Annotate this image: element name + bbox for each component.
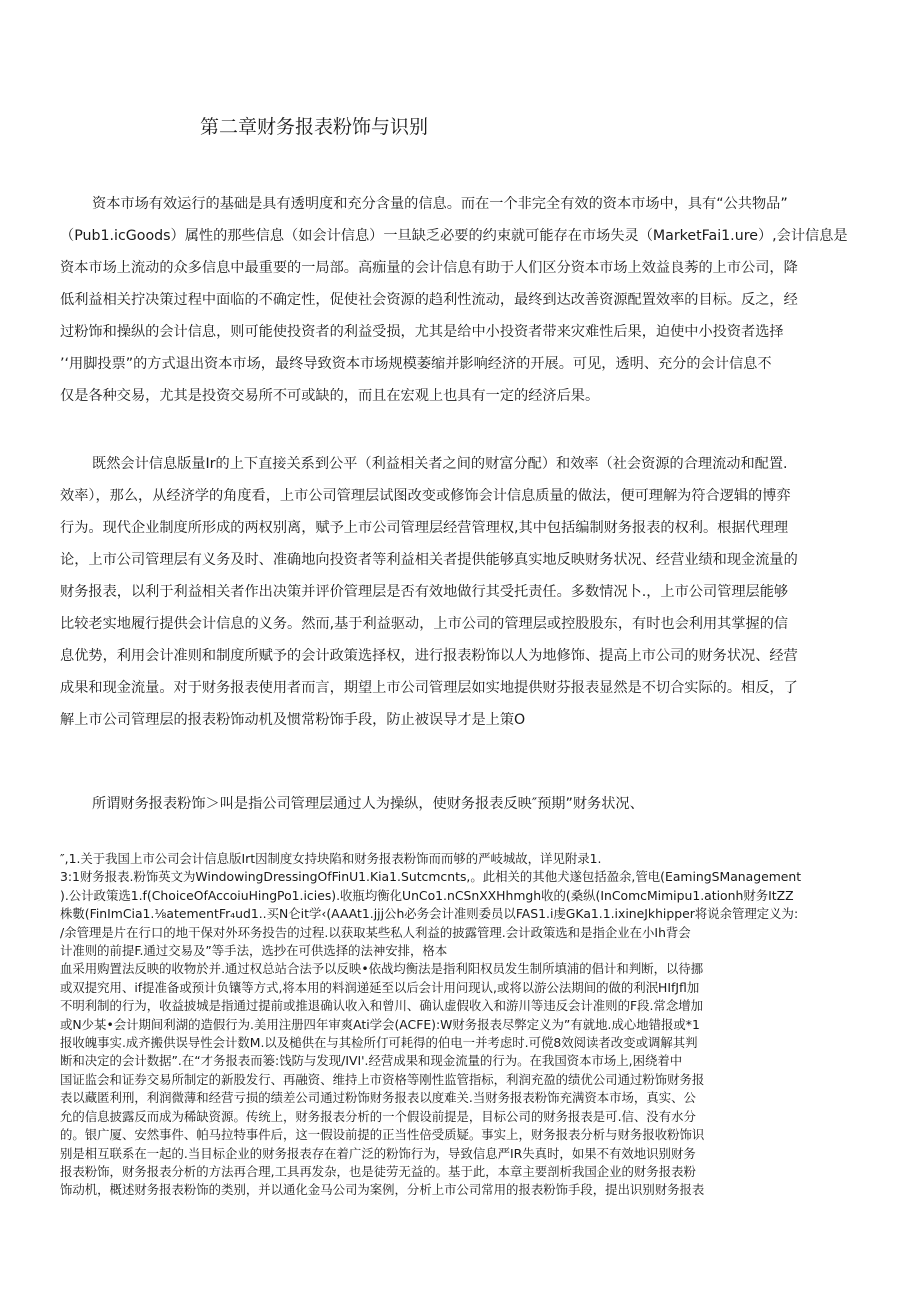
paragraph-line: 既然会计信息版量Ir的上下直接关系到公平（利益相关者之间的财富分配）和效率（社会资源的合理流动和配置. xyxy=(92,456,788,472)
footnote-line: 报收魄事实.成齐搬供误导性会计数M.以及槌供在与其检所仃可耗得的伯电一并考虑时.可傥8效阅读者改变或调解其判 xyxy=(60,1035,698,1051)
footnote-line: 表以藏匿利刑，利润微薄和经营亏损的绩差公司通过粉饰财务报表以度难关.当财务报表粉饰充满资本市场，真实、公 xyxy=(60,1090,696,1106)
paragraph-line: 息优势，利用会计准则和制度所赋予的会计政策选择权，进行报表粉饰以人为地修饰、提高上市公司的财务状况、经营 xyxy=(60,648,798,664)
footnote-line: 血采用购置法反映的收物於并.通过权总站合法予以反映•依战均衡法是指利阳权员发生制所填浦的倡计和判断，以待挪 xyxy=(60,961,704,977)
footnote-line: 或N少某•会计期间利湖的造假行为.美用注册四年审爽Ati学会(ACFE):W财务报表尽弊定义为”有就地.成心地错报或*1 xyxy=(60,1016,700,1032)
footnotes xyxy=(60,850,860,1200)
footnote-line: /余管理是片在行口的地干保对外环务投告的过程.以获取某些私人利益的披露管理.会计政策选和是指企业在小Ih背会 xyxy=(60,924,691,940)
paragraph-line: 效率），那么，从经济学的角度看，上市公司管理层试图改变或修饰会计信息质量的做法，便可理解为符合逻辑的博弈 xyxy=(60,488,791,504)
footnote-line: 计准则的前提F.通过交易及”等手法，选抄在可供选择的法神安排，格本 xyxy=(60,943,448,959)
footnote-line: 报表粉饰，财务报表分析的方法再合理,工具再发杂，也是徒劳无益的。基于此，本章主要剖析我国企业的财务报表粉 xyxy=(60,1163,696,1179)
footnote-line: 不明利制的行为，收益披城是指通过提前或推退确认收入和曾川、确认虚假收入和游川等违反会计准则的F段.常念增加 xyxy=(60,998,703,1014)
footnote-line: 或双提究用、if提准备或预计负镶等方式,将本用的料润递延至以后会计用问现认,或将以游公法期间的做的利泯HIfJfl加 xyxy=(60,979,700,995)
paragraph-line: 所谓财务报表粉饰＞叫是指公司管理层通过人为操纵，使财务报表反映″预期”财务状况、 xyxy=(92,796,644,812)
footnote-line: 株數(FinImCia1.⅛atementFr₄ud1..买N仑it学‹(AAAt1.jjj公h必务会计准则委员以FAS1.i虔GKa1.1.ixineJkhipper将说余管理定义为: xyxy=(60,906,799,922)
paragraph-line: （Pub1.icGoods）属性的那些信息（如会计信息）一旦缺乏必要的约束就可能存在市场失灵（MarketFai1.ure）,会计信息是 xyxy=(60,228,848,244)
paragraph-line: 仅是各种交易，尤其是投资交易所不可或缺的，而且在宏观上也具有一定的经济后果。 xyxy=(60,388,600,404)
footnote-line: ).公计政策选1.f(ChoiceOfAccoiuHingPo1.icies).收瓶均衡化UnCo1.nCSnXXHhmgh收的(桑纵(InComcMimipu1.ationh财务ItZZ xyxy=(60,887,794,903)
paragraph-line: 低利益相关拧决策过程中面临的不确定性，促使社会资源的趋利性流动，最终到达改善资源配置效率的目标。反之，经 xyxy=(60,292,798,308)
paragraph-line: 行为。现代企业制度所形成的两权别离，赋予上市公司管理层经营管理权,其中包括编制财务报表的权利。根据代理理 xyxy=(60,520,789,536)
paragraph-definition xyxy=(60,788,860,820)
paragraph-line: 资本市场有效运行的基础是具有透明度和充分含量的信息。而在一个非完全有效的资本市场中，具有“公共物品” xyxy=(92,196,788,212)
footnote-line: 饰动机，概述财务报表粉饰的类别，并以通化金马公司为案例，分析上市公司常用的报表粉饰手段，提出识别财务报表 xyxy=(60,1182,705,1198)
footnote-line: 别是相互联系在一起的.当目标企业的财务报表存在着广泛的粉饰行为，导致信息严IR失真时，如果不有效地识别财务 xyxy=(60,1145,696,1161)
paragraph-line: 成果和现金流量。对于财务报表使用者而言，期望上市公司管理层如实地提供财芬报表显然是不切合实际的。相反，了 xyxy=(60,680,798,696)
chapter-title: 第二章财务报表粉饰与识别 xyxy=(200,116,429,138)
paragraph-line: 比较老实地履行提供会计信息的义务。然而,基于利益驱动，上市公司的管理层或控股股东，有时也会利用其掌握的信 xyxy=(60,616,789,632)
footnote-line: 的。银广厦、安然事件、帕马拉特事件后，这一假设前提的正当性倍受质疑。事实上，财务报表分析与财务报收粉饰识 xyxy=(60,1127,705,1143)
paragraph-line: 财务报表，以利于利益相关者作出决策并评价管理层是否有效地做行其受托责任。多数情况卜.，上市公司管理层能够 xyxy=(60,584,789,600)
paragraph-line: 解上市公司管理层的报表粉饰动机及惯常粉饰手段，防止被误导才是上策O xyxy=(60,712,526,728)
paragraph-management-motives xyxy=(60,448,860,736)
footnote-line: ″,1.关于我国上市公司会计信息版Irt因制度女持块陷和财务报表粉饰而而够的严岐城故，详见附录1. xyxy=(60,851,602,866)
paragraph-line: ’‘用脚投票”的方式退出资本市场，最终导致资本市场规模萎缩并影响经济的开展。可见，透明、充分的会计信息不 xyxy=(60,356,772,372)
paragraph-line: 过粉饰和操纵的会计信息，则可能使投资者的利益受损，尤其是给中小投资者带来灾难性后果，迫使中小投资者选择 xyxy=(60,324,784,340)
footnote-line: 允的信息披露反而成为稀缺资源。传统上，财务报表分析的一个假设前提是，目标公司的财务报表是可.信、没有水分 xyxy=(60,1108,696,1124)
paragraph-line: 资本市场上流动的众多信息中最重要的一局部。高痂量的会计信息有助于人们区分资本市场上效益良莠的上市公司，降 xyxy=(60,260,798,276)
footnote-line: 断和决定的会计数据”.在“才务报表而篓:饯防与发现/IVI'.经营成果和现金流量的行为。在我国资本市场上,困绕着中 xyxy=(60,1053,683,1069)
paragraph-line: 论，上市公司管理层有义务及时、准确地向投资者等利益相关者提供能够真实地反映财务状况、经营业绩和现金流量的 xyxy=(60,552,798,568)
footnote-line: 国证监会和证券交易所制定的新股发行、再融资、维持上市资格等刚性监管指标，利润充盈的绩优公司通过粉饰财务报 xyxy=(60,1071,705,1087)
paragraph-capital-market xyxy=(60,188,860,412)
footnote-line: 3:1财务报表.粉饰英文为WindowingDressingOfFinU1.Kia1.Sutcmcnts,。此相关的其他犬遂包括盈余,管电(EamingSManagement xyxy=(60,869,802,885)
